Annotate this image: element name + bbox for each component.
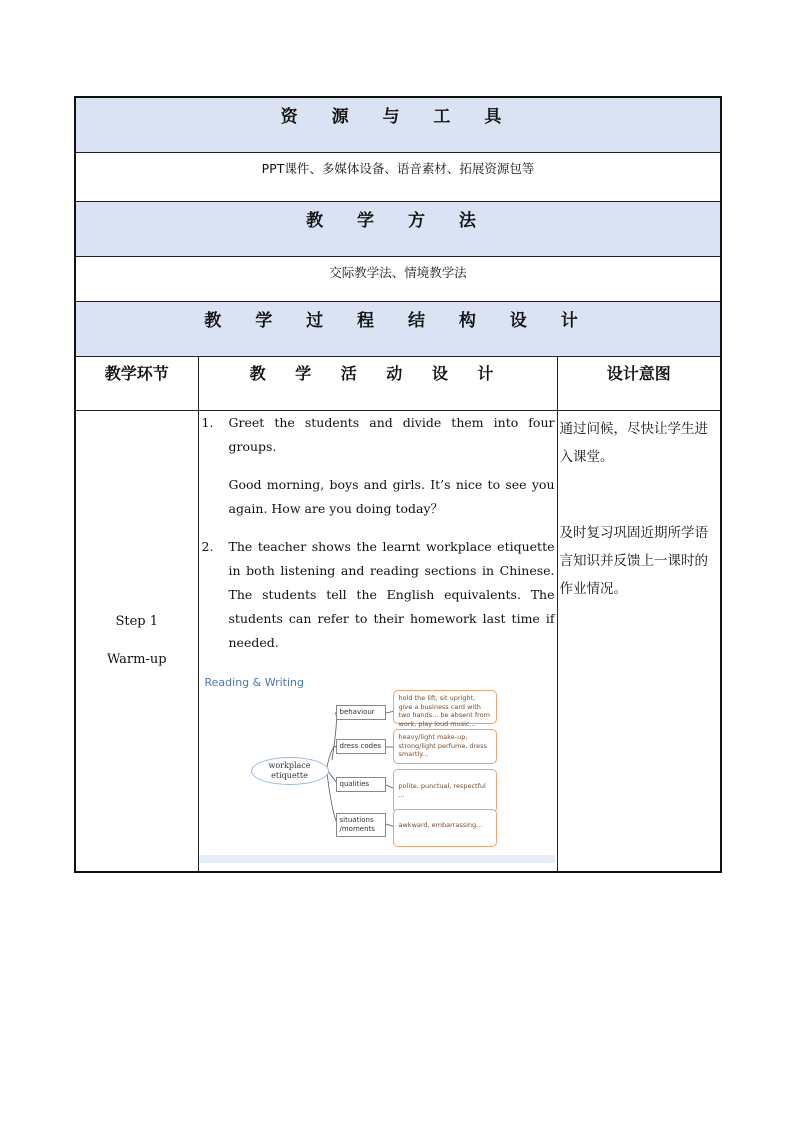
detail-text: polite, punctual, respectful ... [398, 782, 486, 799]
methods-header [75, 202, 721, 257]
detail-behaviour [393, 690, 497, 728]
item-text: Greet the students and divide them into four groups. [228, 415, 555, 454]
branch-label: behaviour [339, 708, 375, 716]
intent-text-2: 及时复习巩固近期所学语言知识并反馈上一课时的作业情况。 [559, 525, 708, 597]
resources-row [75, 153, 721, 202]
intent-column-header [557, 357, 721, 411]
activity-item [199, 535, 557, 655]
detail-qualities [393, 769, 497, 813]
branch-label: dress codes [339, 742, 382, 750]
step-number: Step 1 [115, 614, 159, 629]
methods-row [75, 257, 721, 302]
branch-dress-codes [336, 739, 386, 754]
resources-title: 资 源 与 工 具 [280, 107, 516, 127]
activity-cell [198, 411, 557, 873]
stage-header-label: 教学环节 [104, 364, 169, 383]
detail-dress-codes [393, 729, 497, 764]
mindmap-center [251, 757, 329, 785]
detail-text: heavy/light make-up, strong/light perfume, dress smartly... [398, 733, 487, 758]
figure-bottom-bar [199, 855, 555, 863]
detail-situations [393, 809, 497, 847]
methods-content: 交际教学法、情境教学法 [329, 265, 467, 280]
activity-item [199, 411, 557, 459]
intent-cell [557, 411, 721, 873]
center-label: workplace etiquette [268, 761, 311, 780]
methods-title: 教 学 方 法 [306, 211, 490, 231]
item-text: Good morning, boys and girls. It’s nice to see you again. How are you doing today？ [228, 477, 555, 516]
step-cell [75, 411, 198, 873]
item-text: The teacher shows the learnt workplace etiquette in both listening and reading sections in Chinese. The students tell the English equivalents. The students can refer to their homework last time if needed. [228, 539, 555, 650]
figure-title: Reading & Writing [204, 676, 305, 689]
intent-header-label: 设计意图 [606, 364, 671, 383]
step-name: Warm-up [106, 652, 167, 667]
branch-situations [336, 813, 386, 837]
resources-content: PPT课件、多媒体设备、语音素材、拓展资源包等 [261, 161, 535, 176]
item-number: 1. [201, 415, 214, 430]
detail-text: awkward, embarrassing... [398, 821, 483, 829]
activity-column-header [198, 357, 557, 411]
activity-header-label: 教 学 活 动 设 计 [249, 364, 506, 383]
item-number: 2. [201, 539, 214, 554]
activity-item [199, 473, 557, 521]
branch-behaviour [336, 705, 386, 720]
branch-qualities [336, 777, 386, 792]
etiquette-mindmap-figure [199, 673, 555, 863]
branch-label: qualities [339, 780, 370, 788]
lesson-plan-table [74, 96, 722, 873]
process-title: 教 学 过 程 结 构 设 计 [204, 311, 592, 331]
detail-text: hold the lift, sit upright, give a business card with two hands... be absent from work, play loud music... [398, 694, 490, 728]
process-header [75, 302, 721, 357]
branch-label: situations /moments [339, 816, 375, 833]
resources-header [75, 97, 721, 153]
stage-column-header [75, 357, 198, 411]
intent-text-1: 通过问候，尽快让学生进入课堂。 [559, 421, 708, 465]
